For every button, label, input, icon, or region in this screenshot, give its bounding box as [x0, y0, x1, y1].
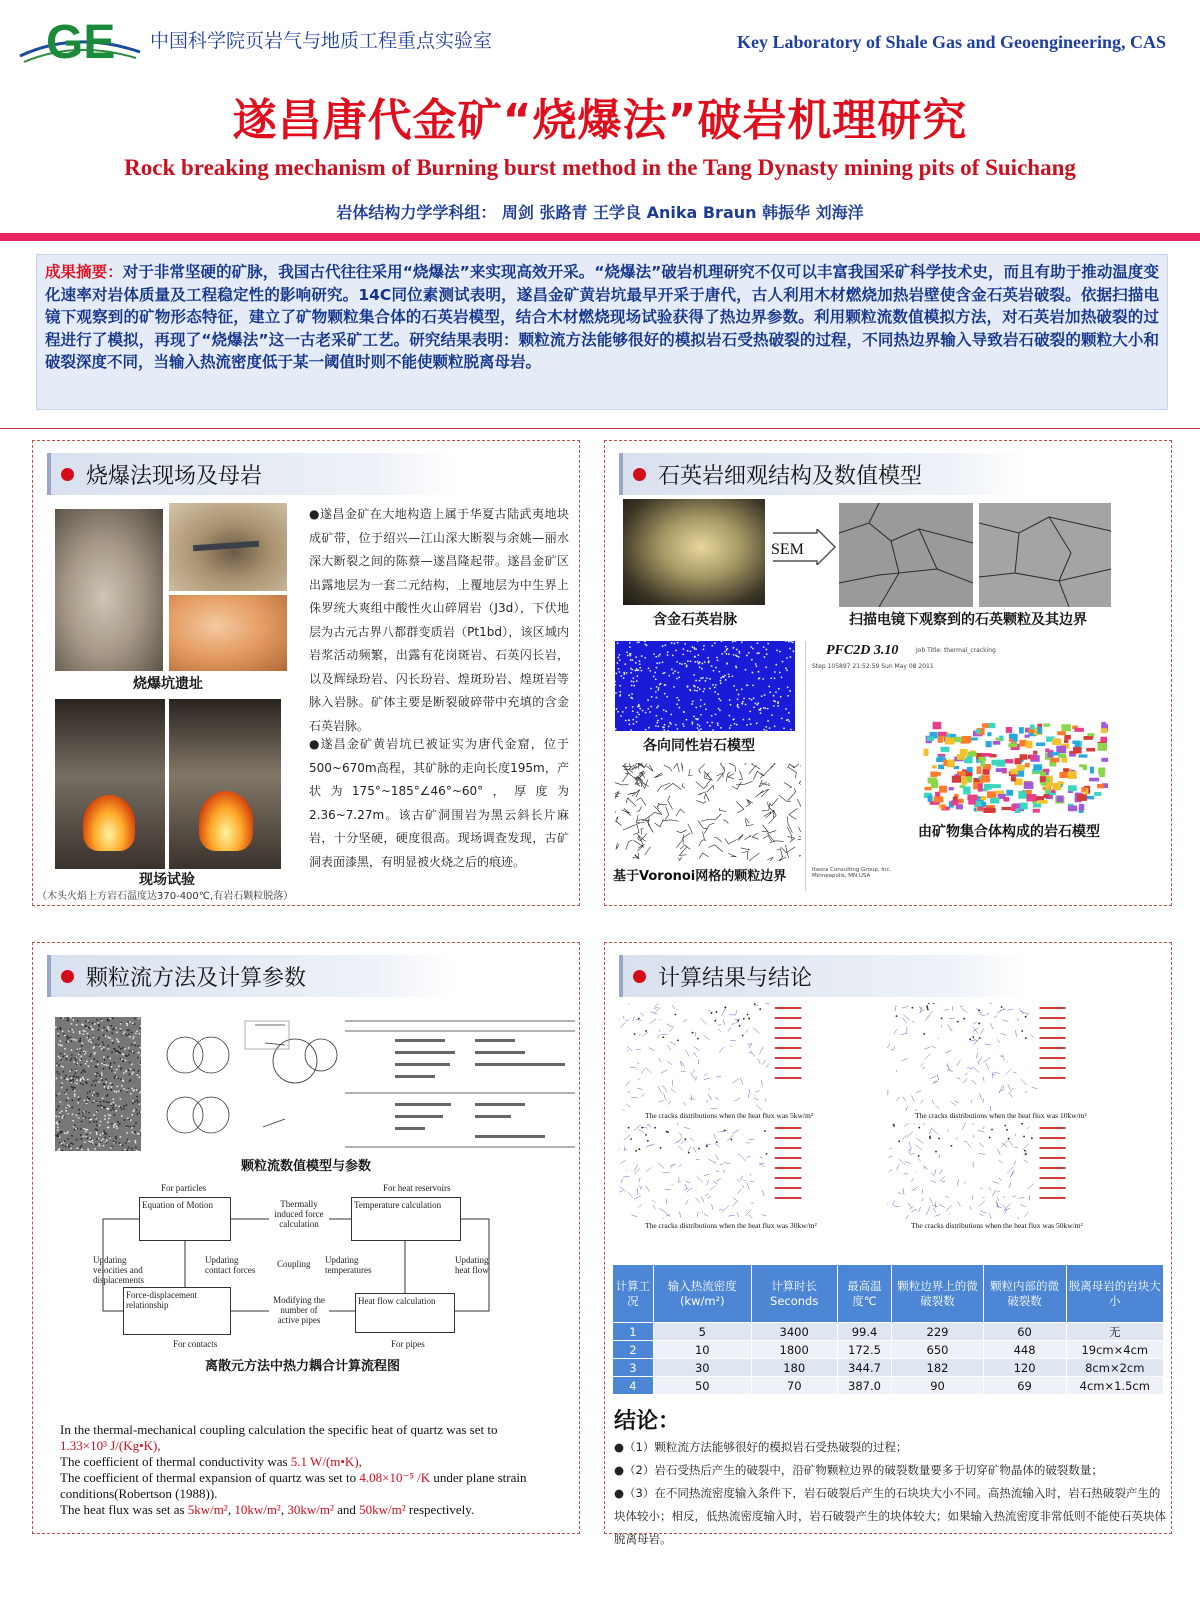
table-cell: 650: [892, 1341, 983, 1359]
table-cell: 10: [653, 1341, 751, 1359]
lab-name-cn: 中国科学院页岩气与地质工程重点实验室: [150, 30, 493, 52]
sem-label: SEM: [771, 541, 804, 558]
note-end: respectively.: [408, 1502, 475, 1517]
table-cell: 5: [653, 1323, 751, 1341]
flow-heat-reservoirs-label: For heat reservoirs: [383, 1183, 451, 1193]
conclusion-title: 结论：: [614, 1409, 681, 1434]
note-flux-1: 5kw/m²: [187, 1502, 228, 1517]
section-header: [619, 453, 1029, 495]
authors: 岩体结构力学学科组： 周剑 张路青 王学良 Anika Braun 韩振华 刘海洋: [336, 203, 864, 222]
flow-temp-label: Temperature calculation: [354, 1200, 442, 1210]
thermal-parameters-note: In the thermal-mechanical coupling calculation the specific heat of quartz was set to 1.33×10³ J/(Kg•K), The coefficient of thermal conductivity was 5.1 W/(m•K), The coefficient of thermal expansion of quartz was set to 4.08×10⁻⁵ /K under plane strain conditions(Robertson (1988)). The heat flux was set as 5kw/m², 10kw/m², 30kw/m² and 50kw/m² respectively.: [60, 1422, 527, 1517]
table-header-row: [613, 1265, 1164, 1323]
section-title: 计算结果与结论: [658, 965, 813, 991]
table-cell: 3400: [751, 1323, 837, 1341]
table-cell: 99.4: [837, 1323, 892, 1341]
table-header-cell: 最高温度℃: [837, 1265, 892, 1323]
table-cell: 229: [892, 1323, 983, 1341]
flow-upd-vel: Updating velocities and displacements: [93, 1255, 144, 1285]
isotropic-model: [615, 641, 795, 731]
caption-isotropic: 各向同性岩石模型: [643, 738, 755, 754]
cracks-plot-50kw: [887, 1123, 1073, 1219]
parameters-table: [345, 1013, 575, 1153]
photo-fire-2: [169, 699, 281, 869]
logo-letters: GE: [46, 16, 116, 69]
table-cell: 120: [983, 1359, 1066, 1377]
table-cell: 3: [613, 1359, 654, 1377]
abstract-rule: [0, 428, 1200, 429]
table-header-cell: 计算工况: [613, 1265, 654, 1323]
pfc-job: Job Title: thermal_cracking: [916, 647, 996, 654]
conclusion-2: ●（2）岩石受热后产生的破裂中，沿矿物颗粒边界的破裂数量要多于切穿矿物晶体的破裂数量；: [614, 1463, 1103, 1477]
table-cell: 180: [751, 1359, 837, 1377]
bullet-icon: [61, 468, 74, 481]
note-conductivity: 5.1 W/(m•K),: [290, 1454, 362, 1469]
photo-pit-1: [55, 509, 163, 671]
table-cell: 4cm×1.5cm: [1066, 1377, 1163, 1395]
mineral-model: [922, 721, 1108, 813]
flow-thermal-label: Thermally induced force calculation: [274, 1199, 324, 1229]
bullet-icon: [61, 970, 74, 983]
flow-motion-label: Equation of Motion: [142, 1200, 213, 1210]
conclusion-1: ●（1）颗粒流方法能够很好的模拟岩石受热破裂的过程；: [614, 1440, 908, 1454]
arrow-icon: [771, 529, 837, 565]
caption-sem: 扫描电镜下观察到的石英颗粒及其边界: [849, 612, 1087, 628]
section-header: [619, 955, 1029, 997]
paragraph-geology: ●遂昌金矿在大地构造上属于华夏古陆武夷地块成矿带，位于绍兴—江山深大断裂与余姚—丽水深大断裂之间的陈蔡—遂昌隆起带。遂昌金矿区出露地层为一套二元结构，上覆地层为中生界上侏罗统大爽组中酸性火山碎屑岩（J3d），下伏地层为古元古界八都群变质岩（Pt1bd），该区域内岩浆活动频繁，出露有花岗斑岩、石英闪长岩，以及辉绿玢岩、闪长玢岩、煌斑玢岩、煌斑岩等脉入岩脉。矿体主要是断裂破碎带中充填的含金石英岩脉。: [309, 507, 569, 733]
flow-upd-cf: Updating contact forces: [205, 1255, 256, 1275]
section-header: [47, 453, 457, 495]
table-cell: 90: [892, 1377, 983, 1395]
table-header-cell: 计算时长Seconds: [751, 1265, 837, 1323]
flow-arrows: [93, 1183, 533, 1353]
note-line-2: The coefficient of thermal conductivity was: [60, 1454, 288, 1469]
particle-model: [55, 1017, 141, 1151]
abstract-text: 对于非常坚硬的矿脉，我国古代往往采用“烧爆法”来实现高效开采。“烧爆法”破岩机理研究不仅可以丰富我国采矿科学技术史，而且有助于推动温度变化速率对岩体质量及工程稳定性的影响研究。14C同位素测试表明，遂昌金矿黄岩坑最早开采于唐代，古人利用木材燃烧加热岩壁使含金石英岩破裂。依据扫描电镜下观察到的矿物形态特征，建立了矿物颗粒集合体的石英岩模型，结合木材燃烧现场试验获得了热边界参数。利用颗粒流数值模拟方法，对石英岩加热破裂的过程进行了模拟，再现了“烧爆法”这一古老采矿工艺。研究结果表明：颗粒流方法能够很好的模拟岩石受热破裂的过程，不同热边界输入导致岩石破裂的颗粒大小和破裂深度不同，当输入热流密度低于某一阈值时则不能使颗粒脱离母岩。: [45, 263, 1159, 371]
note-expansion: 4.08×10⁻⁵ /K: [359, 1470, 431, 1485]
table-cell: 172.5: [837, 1341, 892, 1359]
table-cell: 1800: [751, 1341, 837, 1359]
contact-model-diagram: [145, 1015, 345, 1151]
abstract: [36, 254, 1168, 410]
table-cell: 8cm×2cm: [1066, 1359, 1163, 1377]
table-cell: 无: [1066, 1323, 1163, 1341]
table-header-cell: 颗粒边界上的微破裂数: [892, 1265, 983, 1323]
conclusions: [614, 1436, 1166, 1551]
table-cell: 344.7: [837, 1359, 892, 1377]
note-line-3: The coefficient of thermal expansion of quartz was set to: [60, 1470, 357, 1485]
sem-image-2: [979, 503, 1111, 607]
caption-flowchart: 离散元方法中热力耦合计算流程图: [205, 1359, 401, 1374]
conclusion-3: ●（3）在不同热流密度输入条件下，岩石破裂后产生的石块块大小不同。高热流输入时，岩石热破裂产生的块体较小；相反，低热流密度输入时，岩石破裂产生的块体较大；如果输入热流密度非常低则不能使石英块体脱离母岩。: [614, 1486, 1166, 1546]
caption-model: 颗粒流数值模型与参数: [241, 1159, 372, 1174]
bullet-icon: [633, 970, 646, 983]
voronoi-model: [615, 763, 801, 861]
note-and: and: [337, 1502, 356, 1517]
lab-name-en: Key Laboratory of Shale Gas and Geoengineering, CAS: [736, 32, 1166, 52]
note-flux-4: 50kw/m²: [359, 1502, 406, 1517]
note-flux-3: 30kw/m²: [287, 1502, 334, 1517]
table-cell: 70: [751, 1377, 837, 1395]
table-cell: 69: [983, 1377, 1066, 1395]
abstract-label: 成果摘要：: [45, 263, 123, 281]
paragraph-pit: ●遂昌金矿黄岩坑已被证实为唐代金窟，位于500~670m高程，其矿脉的走向长度195m，产状为175°~185°∠46°~60°，厚度为2.36~7.27m。该古矿洞围岩为黑云斜长片麻岩，十分坚硬，硬度很高。现场调查发现，古矿洞表面漆黑，有明显被火烧之后的痕迹。: [309, 737, 569, 869]
cracks-plot-10kw: [887, 1003, 1073, 1111]
caption-test: 现场试验: [139, 872, 195, 888]
flow-force-label: Force-displacement relationship: [126, 1290, 197, 1310]
flow-upd-temp: Updating temperatures: [325, 1255, 372, 1275]
title-cn: 遂昌唐代金矿“烧爆法”破岩机理研究: [232, 95, 968, 146]
table-cell: 182: [892, 1359, 983, 1377]
cracks-plot-30kw: [619, 1123, 809, 1219]
caption-cracks-10kw: The cracks distributions when the heat flux was 10kw/m²: [915, 1111, 1087, 1120]
panel-microstructure: [604, 440, 1172, 906]
flow-particles-label: For particles: [161, 1183, 207, 1193]
table-cell: 4: [613, 1377, 654, 1395]
photo-fire-1: [55, 699, 165, 869]
lab-logo: [16, 12, 144, 74]
flow-coupling: Coupling: [277, 1259, 311, 1269]
table-row: [613, 1377, 1164, 1395]
caption-site: 烧爆坑遗址: [133, 676, 203, 692]
pfc-title: PFC2D 3.10: [826, 643, 899, 658]
photo-rock: [169, 595, 287, 671]
title-en: Rock breaking mechanism of Burning burst method in the Tang Dynasty mining pits of Suichang: [124, 155, 1076, 180]
flow-contacts: For contacts: [173, 1339, 218, 1349]
pfc-step: Step 105897 21:52:59 Sun May 08 2011: [812, 663, 934, 670]
flow-pipes: For pipes: [391, 1339, 425, 1349]
table-row: [613, 1323, 1164, 1341]
note-line-4: The heat flux was set as: [60, 1502, 185, 1517]
section-title: 颗粒流方法及计算参数: [86, 965, 307, 991]
results-table: [612, 1264, 1164, 1395]
photo-pit-2: [169, 503, 287, 591]
table-cell: 30: [653, 1359, 751, 1377]
caption-test-note: （木头火焰上方岩石温度达370-400℃,有岩石颗粒脱落）: [37, 891, 294, 902]
caption-vein: 含金石英岩脉: [653, 612, 737, 628]
table-header-cell: 输入热流密度(kw/m²): [653, 1265, 751, 1323]
header-rule: [0, 233, 1200, 241]
table-row: [613, 1359, 1164, 1377]
table-cell: 387.0: [837, 1377, 892, 1395]
table-cell: 50: [653, 1377, 751, 1395]
note-line-1: In the thermal-mechanical coupling calculation the specific heat of quartz was set to: [60, 1422, 498, 1437]
table-cell: 19cm×4cm: [1066, 1341, 1163, 1359]
table-cell: 2: [613, 1341, 654, 1359]
flow-modifying: Modifying the number of active pipes: [273, 1295, 325, 1325]
section-title: 烧爆法现场及母岩: [86, 463, 263, 489]
sem-image-1: [839, 503, 973, 607]
note-flux-2: 10kw/m²: [234, 1502, 281, 1517]
photo-quartz-vein: [623, 499, 765, 605]
table-header-cell: 脱离母岩的岩块大小: [1066, 1265, 1163, 1323]
table-cell: 60: [983, 1323, 1066, 1341]
note-specific-heat: 1.33×10³ J/(Kg•K),: [60, 1438, 161, 1453]
flow-heat-label: Heat flow calculation: [358, 1296, 436, 1306]
flow-upd-hf: Updating heat flow: [455, 1255, 489, 1275]
note-line-3b: under plane strain conditions(Robertson (1988)).: [60, 1470, 527, 1501]
caption-cracks-50kw: The cracks distributions when the heat flux was 50kw/m²: [911, 1221, 1083, 1230]
pfc-plot: [805, 641, 1115, 891]
caption-cracks-30kw: The cracks distributions when the heat flux was 30kw/m²: [645, 1221, 817, 1230]
caption-mineral: 由矿物集合体构成的岩石模型: [918, 824, 1100, 840]
caption-cracks-5kw: The cracks distributions when the heat flux was 5kw/m²: [645, 1111, 814, 1120]
table-cell: 1: [613, 1323, 654, 1341]
panel-field-site: [32, 440, 580, 906]
flowchart: [93, 1183, 533, 1353]
table-header-cell: 颗粒内部的微破裂数: [983, 1265, 1066, 1323]
table-row: [613, 1341, 1164, 1359]
section-title: 石英岩细观结构及数值模型: [658, 463, 923, 489]
cracks-plot-5kw: [619, 1003, 809, 1111]
pfc-footer: Itasca Consulting Group, Inc. Minneapolis, MN USA: [812, 867, 892, 879]
table-cell: 448: [983, 1341, 1066, 1359]
bullet-icon: [633, 468, 646, 481]
caption-voronoi: 基于Voronoi网格的颗粒边界: [613, 869, 787, 884]
section-header: [47, 955, 457, 997]
